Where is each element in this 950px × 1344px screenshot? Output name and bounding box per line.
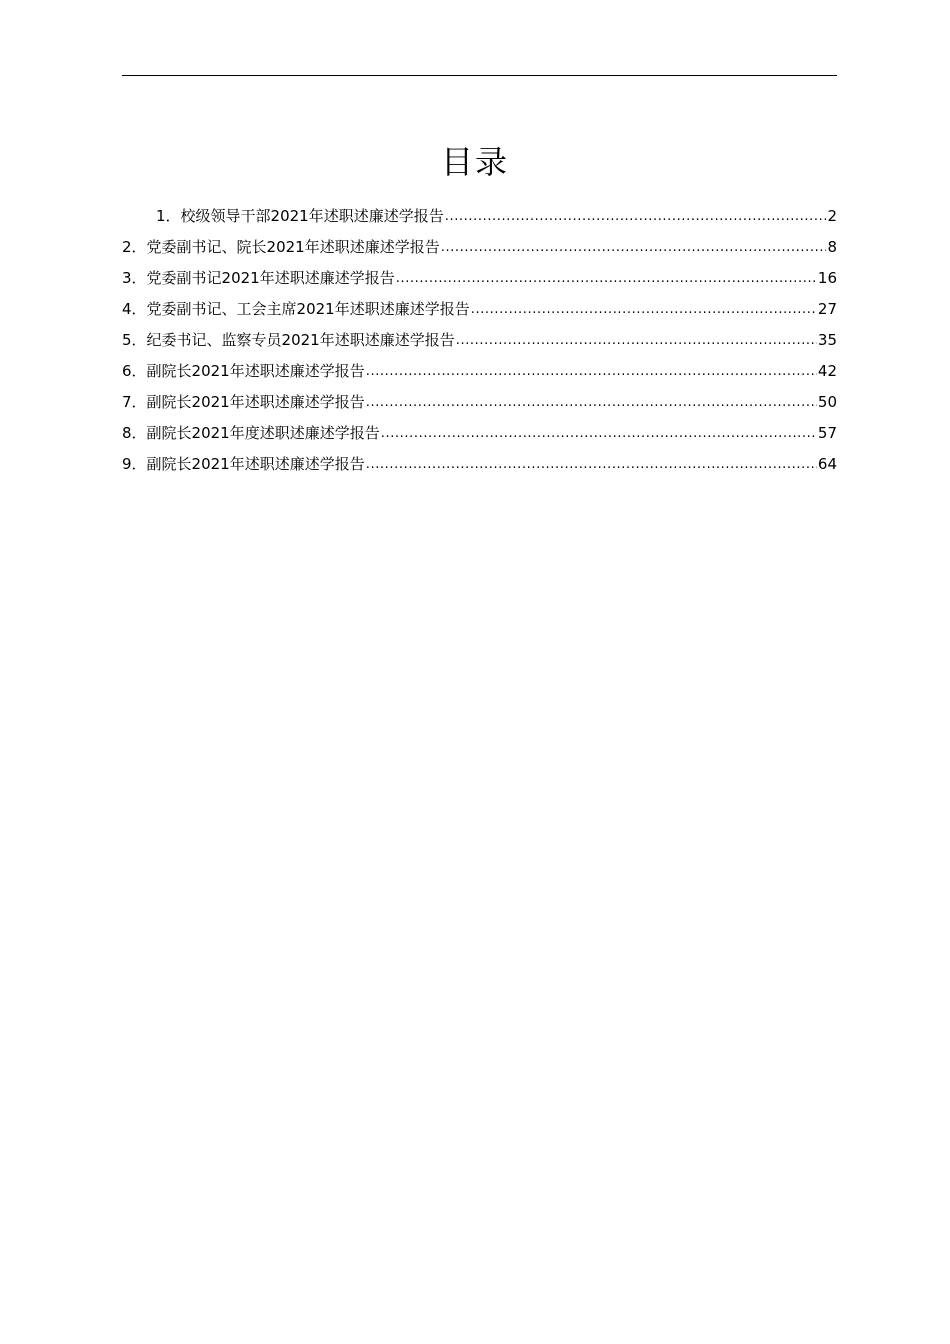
table-of-contents bbox=[122, 201, 837, 480]
header-rule bbox=[122, 75, 837, 76]
toc-entry-2[interactable] bbox=[122, 232, 837, 263]
toc-dot-leader bbox=[441, 232, 827, 263]
toc-entry-title: 党委副书记、工会主席2021年述职述廉述学报告 bbox=[146, 300, 470, 318]
toc-entry-page: 57 bbox=[817, 424, 837, 442]
toc-entry-number: 8． bbox=[122, 424, 147, 442]
toc-entry-number: 6． bbox=[122, 362, 147, 380]
toc-entry-number: 7． bbox=[122, 393, 147, 411]
toc-entry-number: 1． bbox=[156, 207, 181, 225]
toc-entry-title: 副院长2021年述职述廉述学报告 bbox=[146, 455, 365, 473]
toc-entry-7[interactable] bbox=[122, 387, 837, 418]
toc-dot-leader bbox=[381, 418, 817, 449]
toc-dot-leader bbox=[366, 387, 817, 418]
toc-entry-number: 2． bbox=[122, 238, 147, 256]
toc-entry-title: 纪委书记、监察专员2021年述职述廉述学报告 bbox=[146, 331, 455, 349]
toc-entry-1[interactable] bbox=[122, 201, 837, 232]
toc-entry-5[interactable] bbox=[122, 325, 837, 356]
toc-entry-title: 校级领导干部2021年述职述廉述学报告 bbox=[180, 207, 444, 225]
toc-entry-page: 35 bbox=[817, 331, 837, 349]
toc-entry-title: 副院长2021年述职述廉述学报告 bbox=[146, 393, 365, 411]
toc-entry-9[interactable] bbox=[122, 449, 837, 480]
toc-dot-leader bbox=[396, 263, 817, 294]
toc-entry-4[interactable] bbox=[122, 294, 837, 325]
toc-dot-leader bbox=[471, 294, 817, 325]
toc-entry-number: 3． bbox=[122, 269, 147, 287]
toc-entry-title: 党委副书记、院长2021年述职述廉述学报告 bbox=[146, 238, 440, 256]
toc-entry-3[interactable] bbox=[122, 263, 837, 294]
toc-dot-leader bbox=[366, 449, 817, 480]
toc-entry-page: 8 bbox=[827, 238, 837, 256]
toc-entry-6[interactable] bbox=[122, 356, 837, 387]
toc-entry-title: 副院长2021年述职述廉述学报告 bbox=[146, 362, 365, 380]
toc-entry-title: 副院长2021年度述职述廉述学报告 bbox=[146, 424, 380, 442]
toc-entry-number: 9． bbox=[122, 455, 147, 473]
toc-entry-page: 2 bbox=[827, 207, 837, 225]
toc-dot-leader bbox=[445, 201, 827, 232]
toc-entry-number: 5． bbox=[122, 331, 147, 349]
toc-entry-page: 42 bbox=[817, 362, 837, 380]
toc-entry-page: 27 bbox=[817, 300, 837, 318]
toc-dot-leader bbox=[456, 325, 817, 356]
toc-entry-page: 16 bbox=[817, 269, 837, 287]
toc-entry-8[interactable] bbox=[122, 418, 837, 449]
toc-entry-number: 4． bbox=[122, 300, 147, 318]
toc-entry-page: 64 bbox=[817, 455, 837, 473]
toc-entry-page: 50 bbox=[817, 393, 837, 411]
toc-entry-title: 党委副书记2021年述职述廉述学报告 bbox=[146, 269, 395, 287]
toc-title: 目录 bbox=[440, 143, 509, 181]
toc-dot-leader bbox=[366, 356, 817, 387]
